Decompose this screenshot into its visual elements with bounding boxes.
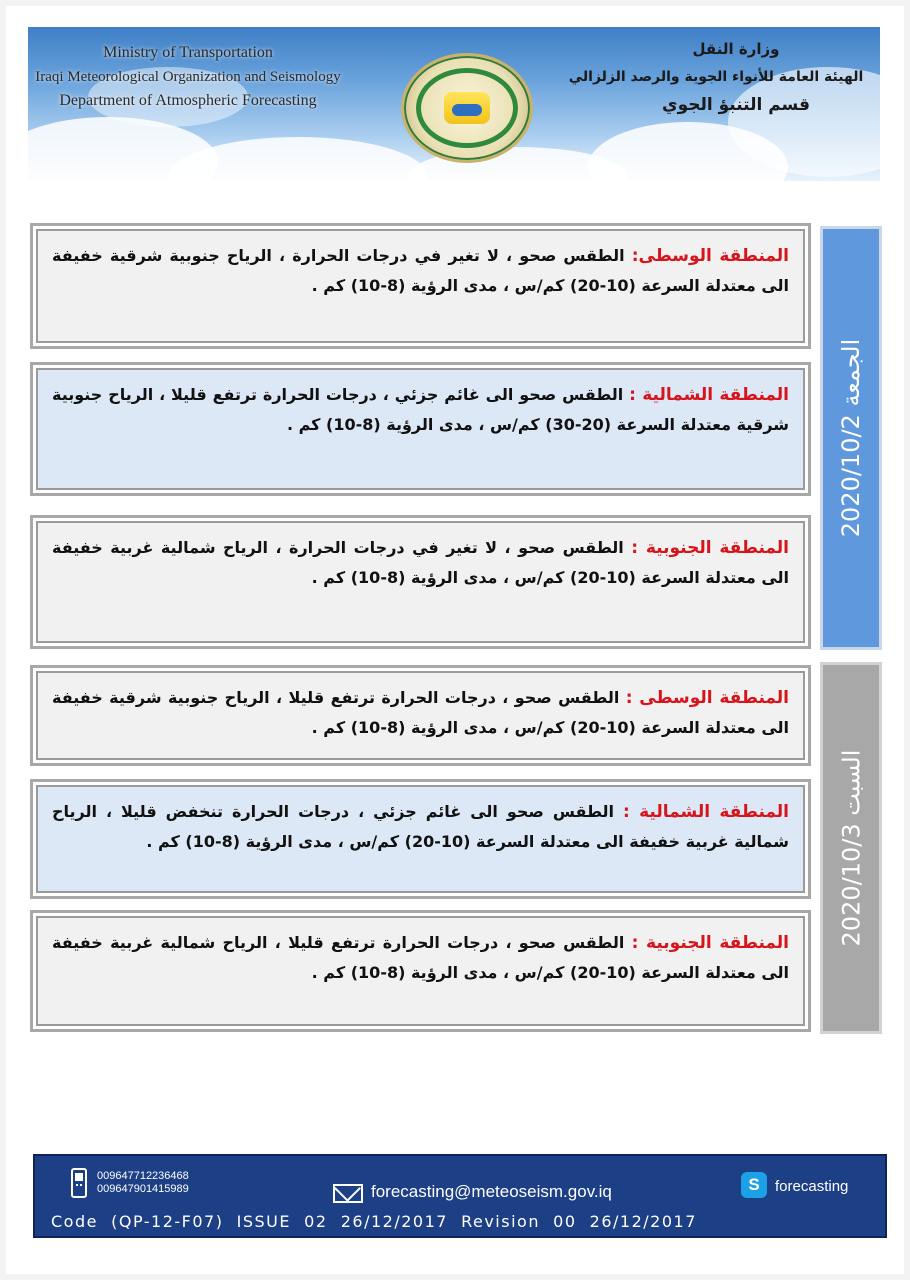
footer-contact-bar (33, 1154, 887, 1238)
forecast-box-day1-central (30, 223, 811, 349)
organization-name-ar: الهيئة العامة للأنواء الجوية والرصد الزلزالي (568, 69, 864, 85)
region-label: المنطقة الشمالية : (629, 385, 789, 405)
phone-numbers (97, 1170, 189, 1196)
header-banner (28, 27, 880, 181)
ministry-arabic-title (566, 35, 866, 119)
forecast-text: الطقس صحو ، درجات الحرارة ترتفع قليلا ، الرياح شمالية غربية خفيفة الى معتدلة السرعة (10-20) كم/س ، مدى الرؤية (8-10) كم . (52, 933, 789, 982)
ministry-name-en: Ministry of Transportation (103, 44, 273, 61)
forecast-text: الطقس صحو ، لا تغير في درجات الحرارة ، الرياح جنوبية شرقية خفيفة الى معتدلة السرعة (10-20) كم/س ، مدى الرؤية (8-10) كم . (52, 246, 789, 295)
forecast-box-day1-north (30, 362, 811, 496)
region-label: المنطقة الجنوبية : (631, 538, 790, 558)
region-label: المنطقة الوسطى: (631, 246, 789, 266)
organization-seal-icon (401, 53, 533, 163)
phone-number: 009647712236468 (97, 1170, 189, 1182)
department-name-en: Department of Atmospheric Forecasting (59, 92, 317, 109)
forecast-text: الطقس صحو ، لا تغير في درجات الحرارة ، الرياح شمالية غربية خفيفة الى معتدلة السرعة (10-20) كم/س ، مدى الرؤية (8-10) كم . (52, 538, 789, 587)
forecast-text: الطقس صحو الى غائم جزئي ، درجات الحرارة تنخفض قليلا ، الرياح شمالية غربية خفيفة الى معتدلة السرعة (10-20) كم/س ، مدى الرؤية (8-10) كم . (52, 802, 789, 851)
date-label: السبت 2020/10/3 (837, 749, 866, 947)
ministry-english-title (28, 41, 348, 113)
skype-icon: S (741, 1172, 767, 1198)
date-bar-day2 (820, 662, 882, 1034)
forecast-box-day2-north (30, 779, 811, 899)
ministry-name-ar: وزارة النقل (692, 40, 780, 58)
date-bar-day1 (820, 226, 882, 650)
document-code-line: Code (QP-12-F07) ISSUE 02 26/12/2017 Revision 00 26/12/2017 (51, 1212, 697, 1231)
date-label: الجمعة 2020/10/2 (837, 338, 866, 538)
email-address[interactable]: forecasting@meteoseism.gov.iq (371, 1182, 612, 1201)
forecast-box-day1-south (30, 515, 811, 649)
envelope-icon (333, 1184, 363, 1203)
region-label: المنطقة الوسطى : (625, 688, 790, 708)
organization-name-en: Iraqi Meteorological Organization and Seismology (35, 69, 341, 85)
forecast-text: الطقس صحو ، درجات الحرارة ترتفع قليلا ، الرياح جنوبية شرقية خفيفة الى معتدلة السرعة (10-20) كم/س ، مدى الرؤية (8-10) كم . (52, 688, 789, 737)
mobile-phone-icon (71, 1168, 87, 1198)
region-label: المنطقة الشمالية : (623, 802, 789, 822)
skype-handle[interactable]: forecasting (775, 1178, 849, 1195)
forecast-text: الطقس صحو الى غائم جزئي ، درجات الحرارة ترتفع قليلا ، الرياح جنوبية شرقية معتدلة السرعة (20-30) كم/س ، مدى الرؤية (8-10) كم . (52, 385, 789, 434)
forecast-box-day2-south (30, 910, 811, 1032)
region-label: المنطقة الجنوبية : (631, 933, 790, 953)
phone-number: 009647901415989 (97, 1183, 189, 1195)
department-name-ar: قسم التنبؤ الجوي (662, 95, 810, 115)
forecast-box-day2-central (30, 665, 811, 766)
